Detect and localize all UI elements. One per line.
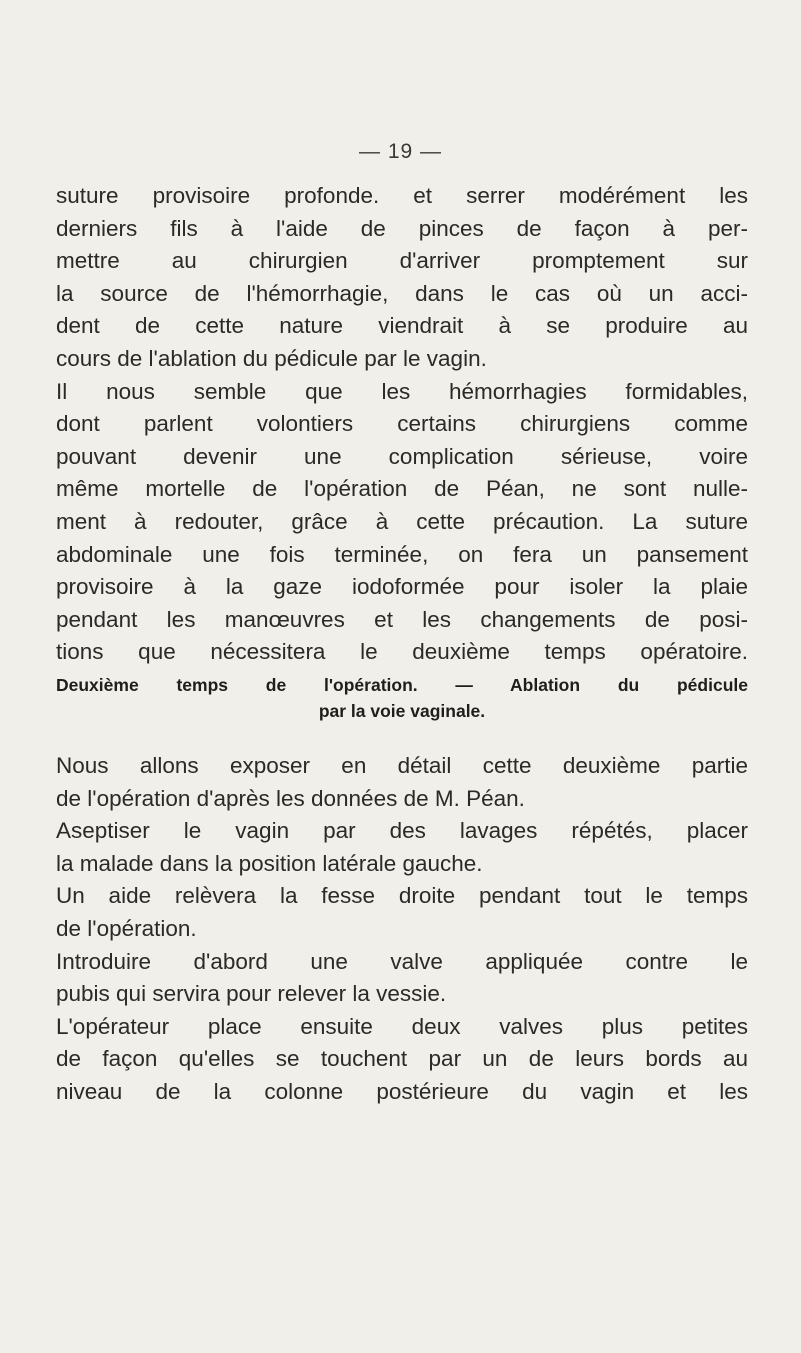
text-line: de l'opération.	[56, 915, 197, 941]
text-line: dent de cette nature viendrait à se produire au	[56, 313, 748, 339]
text-line: ment à redouter, grâce à cette précaution. La suture	[56, 508, 748, 534]
text-line: la malade dans la position latérale gauche.	[56, 850, 483, 876]
text-line: cours de l'ablation du pédicule par le vagin.	[56, 345, 487, 371]
text-line: pubis qui servira pour relever la vessie.	[56, 981, 447, 1007]
paragraph-suture	[56, 180, 748, 376]
paragraph-exposer	[56, 750, 748, 815]
text-line: mettre au chirurgien d'arriver promptement sur	[56, 248, 748, 274]
text-line: Il nous semble que les hémorrhagies formidables,	[56, 378, 748, 404]
text-line: provisoire à la gaze iodoformée pour isoler la plaie	[56, 574, 748, 600]
paragraph-aseptiser	[56, 815, 748, 880]
section-heading-line-2: par la voie vaginale.	[318, 701, 486, 721]
paragraph-aide	[56, 880, 748, 945]
text-line: la source de l'hémorrhagie, dans le cas où un acci-	[56, 280, 748, 306]
section-heading	[56, 672, 748, 724]
text-line: tions que nécessitera le deuxième temps opératoire.	[56, 639, 748, 665]
text-line: dont parlent volontiers certains chirurgiens comme	[56, 411, 748, 437]
text-block-lower	[56, 750, 748, 1109]
paragraph-hemorrhagies	[56, 376, 748, 669]
section-heading-line-1: Deuxième temps de l'opération. — Ablation du pédicule	[56, 675, 748, 695]
text-line: derniers fils à l'aide de pinces de façon à per-	[56, 215, 748, 241]
text-line: abdominale une fois terminée, on fera un pansement	[56, 541, 748, 567]
text-line: de façon qu'elles se touchent par un de leurs bords au	[56, 1046, 748, 1072]
text-line: niveau de la colonne postérieure du vagin et les	[56, 1078, 748, 1104]
text-line: L'opérateur place ensuite deux valves plus petites	[56, 1013, 748, 1039]
text-block-upper	[56, 180, 748, 669]
paragraph-operateur	[56, 1011, 748, 1109]
text-line: même mortelle de l'opération de Péan, ne sont nulle-	[56, 476, 748, 502]
text-line: de l'opération d'après les données de M. Péan.	[56, 785, 525, 811]
text-line: pendant les manœuvres et les changements de posi-	[56, 606, 748, 632]
text-line: suture provisoire profonde. et serrer modérément les	[56, 183, 748, 208]
page-number: — 19 —	[358, 140, 443, 163]
paragraph-valve	[56, 946, 748, 1011]
text-line: pouvant devenir une complication sérieuse, voire	[56, 443, 748, 469]
text-line: Aseptiser le vagin par des lavages répétés, placer	[56, 818, 748, 844]
text-line: Introduire d'abord une valve appliquée contre le	[56, 948, 748, 974]
text-line: Nous allons exposer en détail cette deuxième partie	[56, 753, 748, 778]
text-line: Un aide relèvera la fesse droite pendant tout le temps	[56, 883, 748, 909]
